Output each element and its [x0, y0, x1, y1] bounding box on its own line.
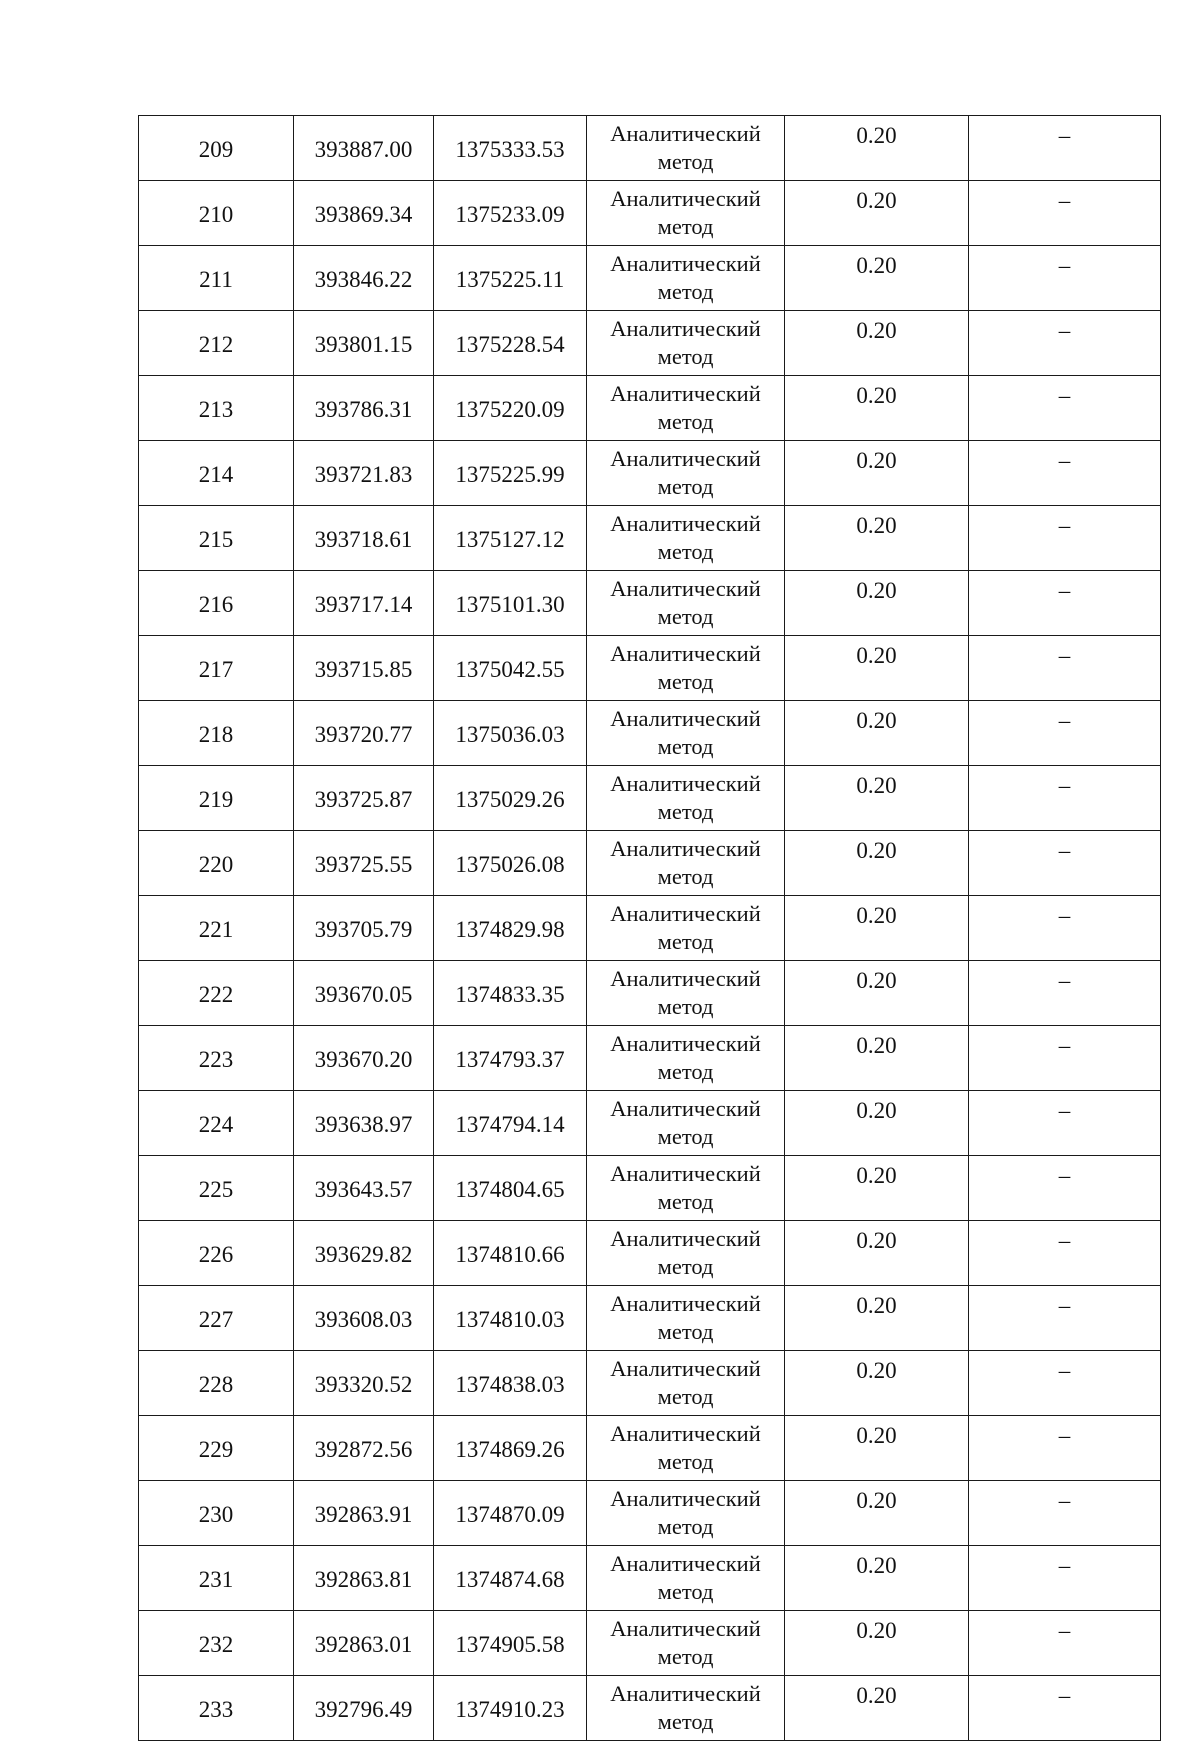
coordinate-x-cell: 392872.56: [294, 1416, 434, 1481]
note-cell: –: [969, 1156, 1161, 1221]
accuracy-cell: 0.20: [785, 1481, 969, 1546]
note-cell: –: [969, 896, 1161, 961]
method-line-2: метод: [657, 539, 714, 564]
coordinate-x-cell: 393705.79: [294, 896, 434, 961]
method-line-1: Аналитический: [610, 1031, 761, 1056]
method-line-1: Аналитический: [610, 1291, 761, 1316]
coordinate-x-cell: 393887.00: [294, 116, 434, 181]
method-line-1: Аналитический: [610, 121, 761, 146]
point-number-cell: 211: [139, 246, 294, 311]
note-cell: –: [969, 701, 1161, 766]
method-cell: [587, 1546, 785, 1611]
point-number-cell: 222: [139, 961, 294, 1026]
point-number-cell: 225: [139, 1156, 294, 1221]
note-cell: –: [969, 181, 1161, 246]
method-line-1: Аналитический: [610, 1551, 761, 1576]
coordinate-y-cell: 1375029.26: [434, 766, 587, 831]
method-line-2: метод: [657, 734, 714, 759]
method-line-2: метод: [657, 1709, 714, 1734]
method-line-2: метод: [657, 994, 714, 1019]
method-cell: [587, 506, 785, 571]
accuracy-cell: 0.20: [785, 1351, 969, 1416]
method-line-1: Аналитический: [610, 251, 761, 276]
point-number-cell: 221: [139, 896, 294, 961]
coordinate-y-cell: 1375333.53: [434, 116, 587, 181]
accuracy-cell: 0.20: [785, 116, 969, 181]
accuracy-cell: 0.20: [785, 376, 969, 441]
accuracy-cell: 0.20: [785, 1156, 969, 1221]
table-row: [139, 1156, 1161, 1221]
coordinate-x-cell: 393629.82: [294, 1221, 434, 1286]
note-cell: –: [969, 311, 1161, 376]
table-row: [139, 181, 1161, 246]
method-line-2: метод: [657, 864, 714, 889]
method-line-2: метод: [657, 1384, 714, 1409]
method-line-2: метод: [657, 214, 714, 239]
table-row: [139, 1676, 1161, 1741]
method-line-1: Аналитический: [610, 641, 761, 666]
point-number-cell: 212: [139, 311, 294, 376]
accuracy-cell: 0.20: [785, 181, 969, 246]
method-line-1: Аналитический: [610, 706, 761, 731]
method-cell: [587, 961, 785, 1026]
point-number-cell: 229: [139, 1416, 294, 1481]
coordinate-y-cell: 1374804.65: [434, 1156, 587, 1221]
coordinate-x-cell: 393670.05: [294, 961, 434, 1026]
method-line-2: метод: [657, 1254, 714, 1279]
coordinate-y-cell: 1375225.11: [434, 246, 587, 311]
coordinate-y-cell: 1375101.30: [434, 571, 587, 636]
method-line-2: метод: [657, 1514, 714, 1539]
accuracy-cell: 0.20: [785, 961, 969, 1026]
table-row: [139, 246, 1161, 311]
method-line-1: Аналитический: [610, 1096, 761, 1121]
coordinate-y-cell: 1374838.03: [434, 1351, 587, 1416]
coordinate-y-cell: 1375220.09: [434, 376, 587, 441]
method-line-1: Аналитический: [610, 1616, 761, 1641]
point-number-cell: 232: [139, 1611, 294, 1676]
table-row: [139, 1286, 1161, 1351]
coordinate-x-cell: 393869.34: [294, 181, 434, 246]
table-row: [139, 571, 1161, 636]
accuracy-cell: 0.20: [785, 1416, 969, 1481]
point-number-cell: 210: [139, 181, 294, 246]
method-cell: [587, 1416, 785, 1481]
accuracy-cell: 0.20: [785, 1286, 969, 1351]
method-cell: [587, 1286, 785, 1351]
point-number-cell: 224: [139, 1091, 294, 1156]
method-line-1: Аналитический: [610, 1486, 761, 1511]
method-cell: [587, 896, 785, 961]
note-cell: –: [969, 506, 1161, 571]
note-cell: –: [969, 376, 1161, 441]
coordinate-y-cell: 1375233.09: [434, 181, 587, 246]
coordinate-y-cell: 1374793.37: [434, 1026, 587, 1091]
note-cell: –: [969, 766, 1161, 831]
method-line-2: метод: [657, 1579, 714, 1604]
point-number-cell: 217: [139, 636, 294, 701]
table-row: [139, 441, 1161, 506]
point-number-cell: 218: [139, 701, 294, 766]
accuracy-cell: 0.20: [785, 1026, 969, 1091]
table-row: [139, 1611, 1161, 1676]
point-number-cell: 233: [139, 1676, 294, 1741]
method-cell: [587, 636, 785, 701]
note-cell: –: [969, 246, 1161, 311]
accuracy-cell: 0.20: [785, 831, 969, 896]
note-cell: –: [969, 636, 1161, 701]
coordinate-y-cell: 1374810.03: [434, 1286, 587, 1351]
point-number-cell: 215: [139, 506, 294, 571]
note-cell: –: [969, 1221, 1161, 1286]
method-line-2: метод: [657, 279, 714, 304]
coordinate-y-cell: 1374874.68: [434, 1546, 587, 1611]
note-cell: –: [969, 1286, 1161, 1351]
method-line-1: Аналитический: [610, 901, 761, 926]
point-number-cell: 227: [139, 1286, 294, 1351]
note-cell: –: [969, 1546, 1161, 1611]
point-number-cell: 219: [139, 766, 294, 831]
coordinate-y-cell: 1374870.09: [434, 1481, 587, 1546]
accuracy-cell: 0.20: [785, 701, 969, 766]
coordinate-y-cell: 1374833.35: [434, 961, 587, 1026]
method-line-2: метод: [657, 1644, 714, 1669]
method-line-2: метод: [657, 669, 714, 694]
table-row: [139, 376, 1161, 441]
coordinates-table: [138, 115, 1161, 1741]
accuracy-cell: 0.20: [785, 1611, 969, 1676]
accuracy-cell: 0.20: [785, 311, 969, 376]
method-line-1: Аналитический: [610, 316, 761, 341]
coordinate-x-cell: 392863.81: [294, 1546, 434, 1611]
accuracy-cell: 0.20: [785, 636, 969, 701]
method-line-1: Аналитический: [610, 511, 761, 536]
method-line-2: метод: [657, 604, 714, 629]
method-cell: [587, 701, 785, 766]
table-row: [139, 116, 1161, 181]
method-line-2: метод: [657, 929, 714, 954]
coordinate-x-cell: 393643.57: [294, 1156, 434, 1221]
point-number-cell: 214: [139, 441, 294, 506]
note-cell: –: [969, 961, 1161, 1026]
method-line-1: Аналитический: [610, 576, 761, 601]
table-row: [139, 961, 1161, 1026]
method-cell: [587, 1156, 785, 1221]
method-cell: [587, 1351, 785, 1416]
table-row: [139, 1026, 1161, 1091]
coordinate-x-cell: 393715.85: [294, 636, 434, 701]
note-cell: –: [969, 831, 1161, 896]
coordinate-y-cell: 1375042.55: [434, 636, 587, 701]
method-line-2: метод: [657, 799, 714, 824]
table-row: [139, 1221, 1161, 1286]
note-cell: –: [969, 1481, 1161, 1546]
coordinate-x-cell: 393725.87: [294, 766, 434, 831]
point-number-cell: 226: [139, 1221, 294, 1286]
method-cell: [587, 1481, 785, 1546]
note-cell: –: [969, 1351, 1161, 1416]
method-cell: [587, 1676, 785, 1741]
method-line-2: метод: [657, 1189, 714, 1214]
coordinate-x-cell: 393670.20: [294, 1026, 434, 1091]
method-cell: [587, 116, 785, 181]
method-line-1: Аналитический: [610, 1356, 761, 1381]
method-line-2: метод: [657, 409, 714, 434]
table-row: [139, 896, 1161, 961]
method-line-2: метод: [657, 474, 714, 499]
point-number-cell: 216: [139, 571, 294, 636]
accuracy-cell: 0.20: [785, 766, 969, 831]
coordinate-y-cell: 1374829.98: [434, 896, 587, 961]
coordinate-x-cell: 393638.97: [294, 1091, 434, 1156]
point-number-cell: 223: [139, 1026, 294, 1091]
table-row: [139, 701, 1161, 766]
accuracy-cell: 0.20: [785, 246, 969, 311]
table-row: [139, 311, 1161, 376]
coordinate-x-cell: 392863.01: [294, 1611, 434, 1676]
coordinate-x-cell: 393801.15: [294, 311, 434, 376]
point-number-cell: 231: [139, 1546, 294, 1611]
method-line-1: Аналитический: [610, 771, 761, 796]
coordinate-x-cell: 393718.61: [294, 506, 434, 571]
coordinate-y-cell: 1374905.58: [434, 1611, 587, 1676]
note-cell: –: [969, 441, 1161, 506]
method-cell: [587, 311, 785, 376]
table-row: [139, 1416, 1161, 1481]
method-line-1: Аналитический: [610, 1681, 761, 1706]
method-line-2: метод: [657, 1124, 714, 1149]
method-cell: [587, 181, 785, 246]
point-number-cell: 220: [139, 831, 294, 896]
method-line-2: метод: [657, 1449, 714, 1474]
coordinate-x-cell: 393786.31: [294, 376, 434, 441]
note-cell: –: [969, 571, 1161, 636]
table-row: [139, 636, 1161, 701]
point-number-cell: 230: [139, 1481, 294, 1546]
accuracy-cell: 0.20: [785, 441, 969, 506]
coordinate-y-cell: 1375026.08: [434, 831, 587, 896]
note-cell: –: [969, 116, 1161, 181]
coordinate-x-cell: 392863.91: [294, 1481, 434, 1546]
table-row: [139, 1091, 1161, 1156]
method-line-1: Аналитический: [610, 966, 761, 991]
method-line-1: Аналитический: [610, 1421, 761, 1446]
coordinate-x-cell: 393320.52: [294, 1351, 434, 1416]
method-cell: [587, 1611, 785, 1676]
coordinate-y-cell: 1375036.03: [434, 701, 587, 766]
table-row: [139, 1546, 1161, 1611]
note-cell: –: [969, 1416, 1161, 1481]
coordinate-x-cell: 393725.55: [294, 831, 434, 896]
coordinate-x-cell: 393608.03: [294, 1286, 434, 1351]
table-row: [139, 831, 1161, 896]
note-cell: –: [969, 1611, 1161, 1676]
method-line-2: метод: [657, 1319, 714, 1344]
coordinate-y-cell: 1375127.12: [434, 506, 587, 571]
table-row: [139, 1351, 1161, 1416]
coordinate-x-cell: 393720.77: [294, 701, 434, 766]
method-line-1: Аналитический: [610, 1226, 761, 1251]
coordinate-y-cell: 1374869.26: [434, 1416, 587, 1481]
accuracy-cell: 0.20: [785, 571, 969, 636]
point-number-cell: 209: [139, 116, 294, 181]
accuracy-cell: 0.20: [785, 1676, 969, 1741]
method-line-1: Аналитический: [610, 186, 761, 211]
note-cell: –: [969, 1091, 1161, 1156]
coordinate-y-cell: 1374810.66: [434, 1221, 587, 1286]
method-cell: [587, 376, 785, 441]
accuracy-cell: 0.20: [785, 1091, 969, 1156]
accuracy-cell: 0.20: [785, 1546, 969, 1611]
method-cell: [587, 831, 785, 896]
table-row: [139, 506, 1161, 571]
method-line-1: Аналитический: [610, 381, 761, 406]
method-cell: [587, 246, 785, 311]
method-cell: [587, 441, 785, 506]
coordinate-x-cell: 393721.83: [294, 441, 434, 506]
point-number-cell: 228: [139, 1351, 294, 1416]
method-line-1: Аналитический: [610, 1161, 761, 1186]
accuracy-cell: 0.20: [785, 1221, 969, 1286]
method-line-1: Аналитический: [610, 836, 761, 861]
method-line-1: Аналитический: [610, 446, 761, 471]
method-line-2: метод: [657, 1059, 714, 1084]
coordinate-y-cell: 1375228.54: [434, 311, 587, 376]
coordinate-x-cell: 393846.22: [294, 246, 434, 311]
method-line-2: метод: [657, 149, 714, 174]
table-row: [139, 1481, 1161, 1546]
method-line-2: метод: [657, 344, 714, 369]
coordinate-y-cell: 1374794.14: [434, 1091, 587, 1156]
method-cell: [587, 1091, 785, 1156]
point-number-cell: 213: [139, 376, 294, 441]
note-cell: –: [969, 1026, 1161, 1091]
coordinate-x-cell: 392796.49: [294, 1676, 434, 1741]
method-cell: [587, 571, 785, 636]
method-cell: [587, 1221, 785, 1286]
accuracy-cell: 0.20: [785, 506, 969, 571]
method-cell: [587, 1026, 785, 1091]
coordinates-table-body: [139, 116, 1161, 1741]
accuracy-cell: 0.20: [785, 896, 969, 961]
coordinate-y-cell: 1375225.99: [434, 441, 587, 506]
method-cell: [587, 766, 785, 831]
table-row: [139, 766, 1161, 831]
coordinate-y-cell: 1374910.23: [434, 1676, 587, 1741]
coordinate-x-cell: 393717.14: [294, 571, 434, 636]
note-cell: –: [969, 1676, 1161, 1741]
